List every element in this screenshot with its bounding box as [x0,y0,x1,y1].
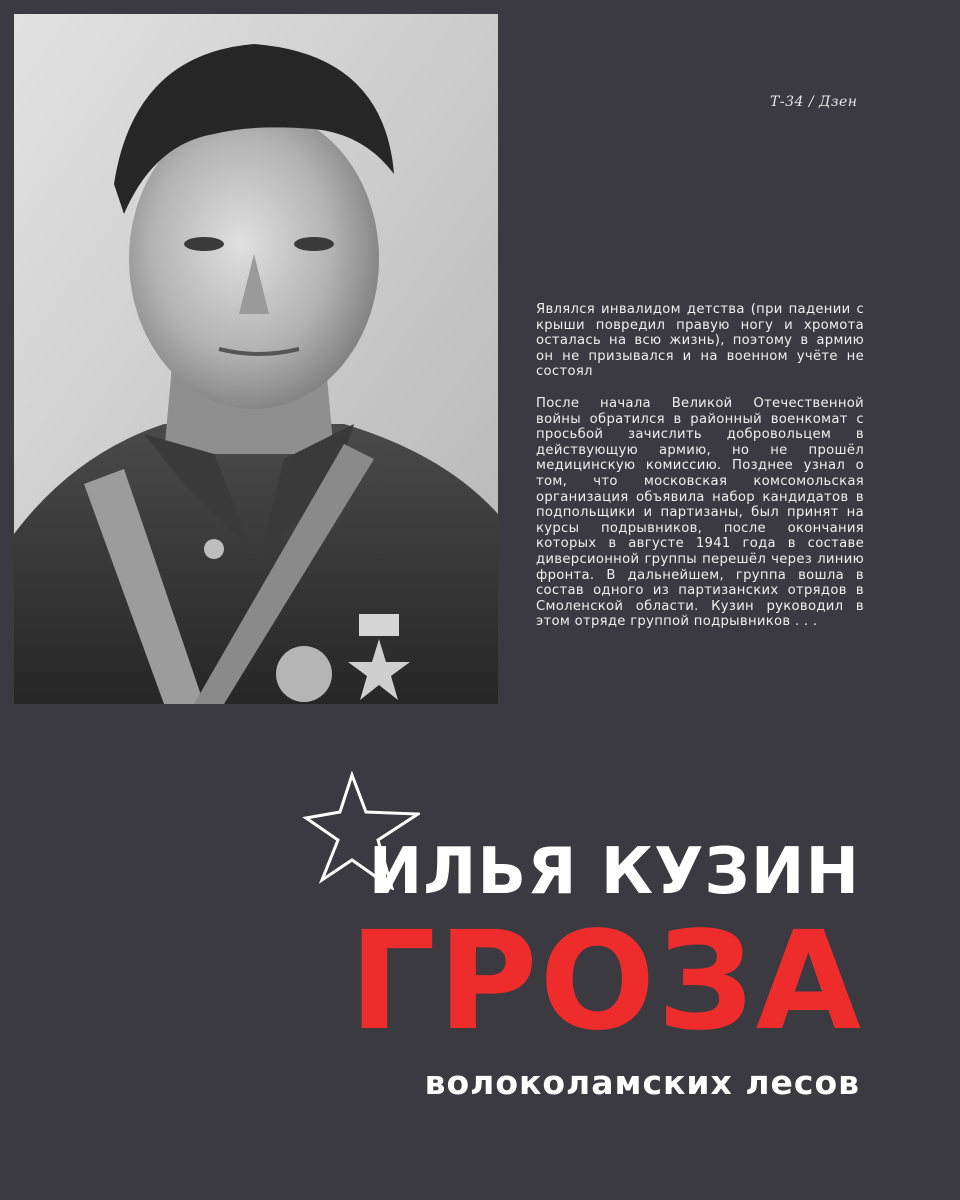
hero-name-heading: ИЛЬЯ КУЗИН [368,835,860,909]
bio-paragraph-1: Являлся инвалидом детства (при падении с крыши повредил правую ногу и хромота осталась на всю жизнь), поэтому в армию он не призывался и на военном учёте не состоял [536,302,864,380]
main-title-heading: ГРОЗА [349,903,863,1061]
biography-text [536,302,864,646]
portrait-illustration [14,14,498,704]
portrait-photo [14,14,498,704]
bio-paragraph-2: После начала Великой Отечественной войны обратился в районный военкомат с просьбой зачислить добровольцем в действующую армию, но не прошёл медицинскую комиссию. Позднее узнал о том, что московская комсомольская организация объявила набор кандидатов в подпольщики и партизаны, был принят на курсы подрывников, после окончания которых в августе 1941 года в составе диверсионной группы перешёл через линию фронта. В дальнейшем, группа вошла в состав одного из партизанских отрядов в Смоленской области. Кузин руководил в этом отряде группой подрывников . . . [536,395,864,630]
subtitle-heading: волоколамских лесов [424,1063,860,1102]
source-credit: Т-34 / Дзен [770,94,858,110]
